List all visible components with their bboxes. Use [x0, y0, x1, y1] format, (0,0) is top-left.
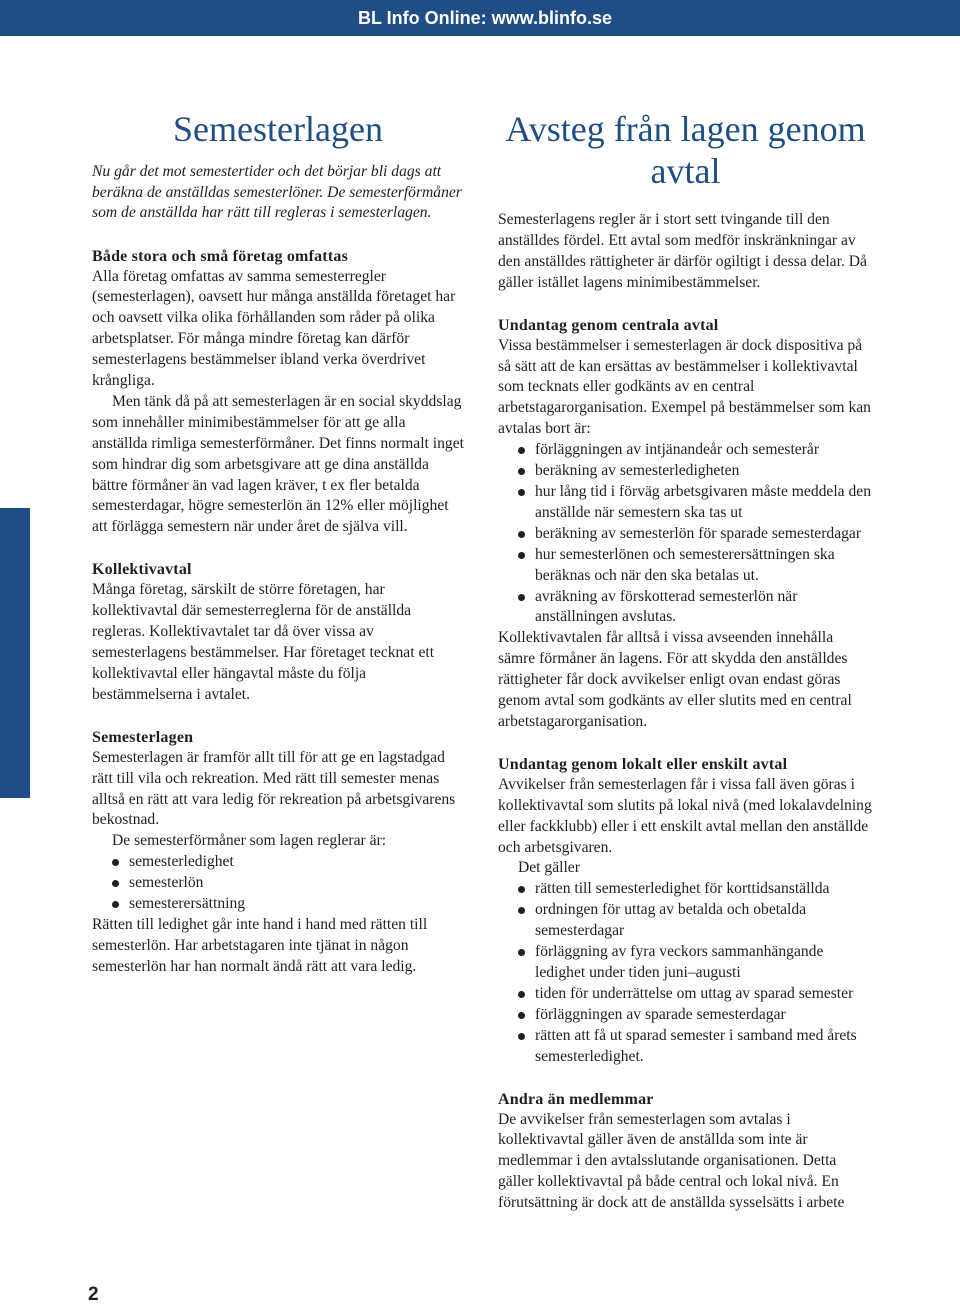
list-item: avräkning av förskotterad semesterlön när anställningen avslutas.	[498, 587, 873, 629]
list-item: beräkning av semesterledigheten	[498, 461, 873, 482]
list-item: semesterledighet	[92, 852, 464, 873]
section-heading: Kollektivavtal	[92, 561, 192, 579]
paragraph: De avvikelser från semesterlagen som avtalas i kollektivavtal gäller även de anställda som inte är medlemmar i den avtalsslutande organisationen. Detta gäller kollektivavtal på både central och lokal nivå. En förutsättning är dock att de anställda sysselsätts i arbete	[498, 1110, 845, 1212]
paragraph: De semesterförmåner som lagen reglerar är:	[112, 832, 387, 850]
list-item: rätten att få ut sparad semester i samband med årets semesterledighet.	[498, 1026, 873, 1068]
paragraph: Det gäller	[518, 859, 580, 877]
section-heading: Undantag genom centrala avtal	[498, 316, 719, 334]
list-item: tiden för underrättelse om uttag av sparad semester	[498, 984, 873, 1005]
list-item: förläggningen av sparade semesterdagar	[498, 1005, 873, 1026]
section-heading: Undantag genom lokalt eller enskilt avtal	[498, 755, 788, 773]
list-item: hur lång tid i förväg arbetsgivaren måste meddela den anställde när semestern ska tas ut	[498, 482, 873, 524]
list-item: rätten till semesterledighet för korttidsanställda	[498, 879, 873, 900]
header-bar	[0, 0, 960, 36]
list-item: beräkning av semesterlön för sparade semesterdagar	[498, 524, 873, 545]
list-item: förläggning av fyra veckors sammanhängande ledighet under tiden juni–augusti	[498, 942, 873, 984]
header-link-text[interactable]: BL Info Online: www.blinfo.se	[358, 8, 612, 28]
paragraph: Alla företag omfattas av samma semesterregler (semesterlagen), oavsett hur många anställda företaget har och oavsett vilka olika förhållanden som råder på olika arbetsplatser. För många mindre företag kan därför semesterlagens bestämmelser ibland verka överdrivet krångliga.	[92, 267, 456, 390]
paragraph: Semesterlagen är framför allt till för att ge en lagstadgad rätt till vila och rekreation. Med rätt till semester menas alltså en rätt att vara ledig för rekreation på arbetsgivarens bekostnad.	[92, 748, 456, 829]
paragraph: Avvikelser från semesterlagen får i vissa fall även göras i kollektivavtal som slutits på lokal nivå (med lokalavdelning eller fackklubb) eller i ett enskilt avtal mellan den anställde och arbetsgivaren.	[498, 775, 872, 856]
left-lead: Nu går det mot semestertider och det börjar bli dags att beräkna de anställdas semesterlöner. De semesterförmåner som de anställda har rätt till regleras i semesterlagen.	[92, 163, 462, 221]
paragraph: Många företag, särskilt de större företagen, har kollektivavtal där semesterreglerna för de anställda regleras. Kollektivavtalet tar då över vissa av semesterlagens bestämmelser. Har företaget tecknat ett kollektivavtal eller hängavtal måste du följa bestämmelserna i avtalet.	[92, 581, 435, 703]
paragraph: Men tänk då på att semesterlagen är en social skyddslag som innehåller minimibestämmelser för att ge alla anställda rimliga semesterförmåner. Det finns normalt inget som hindrar dig som arbetsgivare att ge dina anställda bättre förmåner än vad lagen kräver, t ex fler betalda semesterdagar, högre semesterlön än 12% eller möjlighet att förlägga semestern när under året de själva vill.	[92, 392, 464, 536]
section-heading: Andra än medlemmar	[498, 1090, 654, 1108]
left-title: Semesterlagen	[173, 109, 383, 149]
right-column	[498, 108, 873, 1214]
section-heading: Semesterlagen	[92, 728, 194, 746]
paragraph: Rätten till ledighet går inte hand i hand med rätten till semesterlön. Har arbetstagaren inte tjänat in någon semesterlön har han normalt ändå rätt att vara ledig.	[92, 915, 428, 975]
page-number: 2	[88, 1284, 99, 1305]
list-item: ordningen för uttag av betalda och obetalda semesterdagar	[498, 900, 873, 942]
side-tab-marker	[0, 508, 30, 798]
paragraph: Kollektivavtalen får alltså i vissa avseenden innehålla sämre förmåner än lagens. För att skydda den anställdes rättigheter får dock avvikelser enligt ovan endast göras genom avtal som godkänts av eller slutits med en central arbetstagarorganisation.	[498, 629, 852, 730]
list-item: semesterlön	[92, 873, 464, 894]
bullet-list	[498, 879, 873, 1067]
paragraph: Semesterlagens regler är i stort sett tvingande till den anställdes fördel. Ett avtal som medför inskränkningar av den anställdes rättigheter är därför ogiltigt i dessa delar. Då gäller istället lagens minimibestämmelser.	[498, 211, 867, 291]
list-item: förläggningen av intjänandeår och semesterår	[498, 440, 873, 461]
right-title: Avsteg från lagen genom avtal	[505, 109, 866, 191]
left-column	[92, 108, 464, 978]
bullet-list	[498, 440, 873, 628]
list-item: hur semesterlönen och semesterersättningen ska beräknas och när den ska betalas ut.	[498, 545, 873, 587]
bullet-list	[92, 852, 464, 915]
list-item: semesterersättning	[92, 894, 464, 915]
paragraph: Vissa bestämmelser i semesterlagen är dock dispositiva på så sätt att de kan ersättas av bestämmelser i kollektivavtal som tecknats eller godkänts av en central arbetstagarorganisation. Exempel på bestämmelser som kan avtalas bort är:	[498, 336, 871, 438]
section-heading: Både stora och små företag omfattas	[92, 247, 348, 265]
